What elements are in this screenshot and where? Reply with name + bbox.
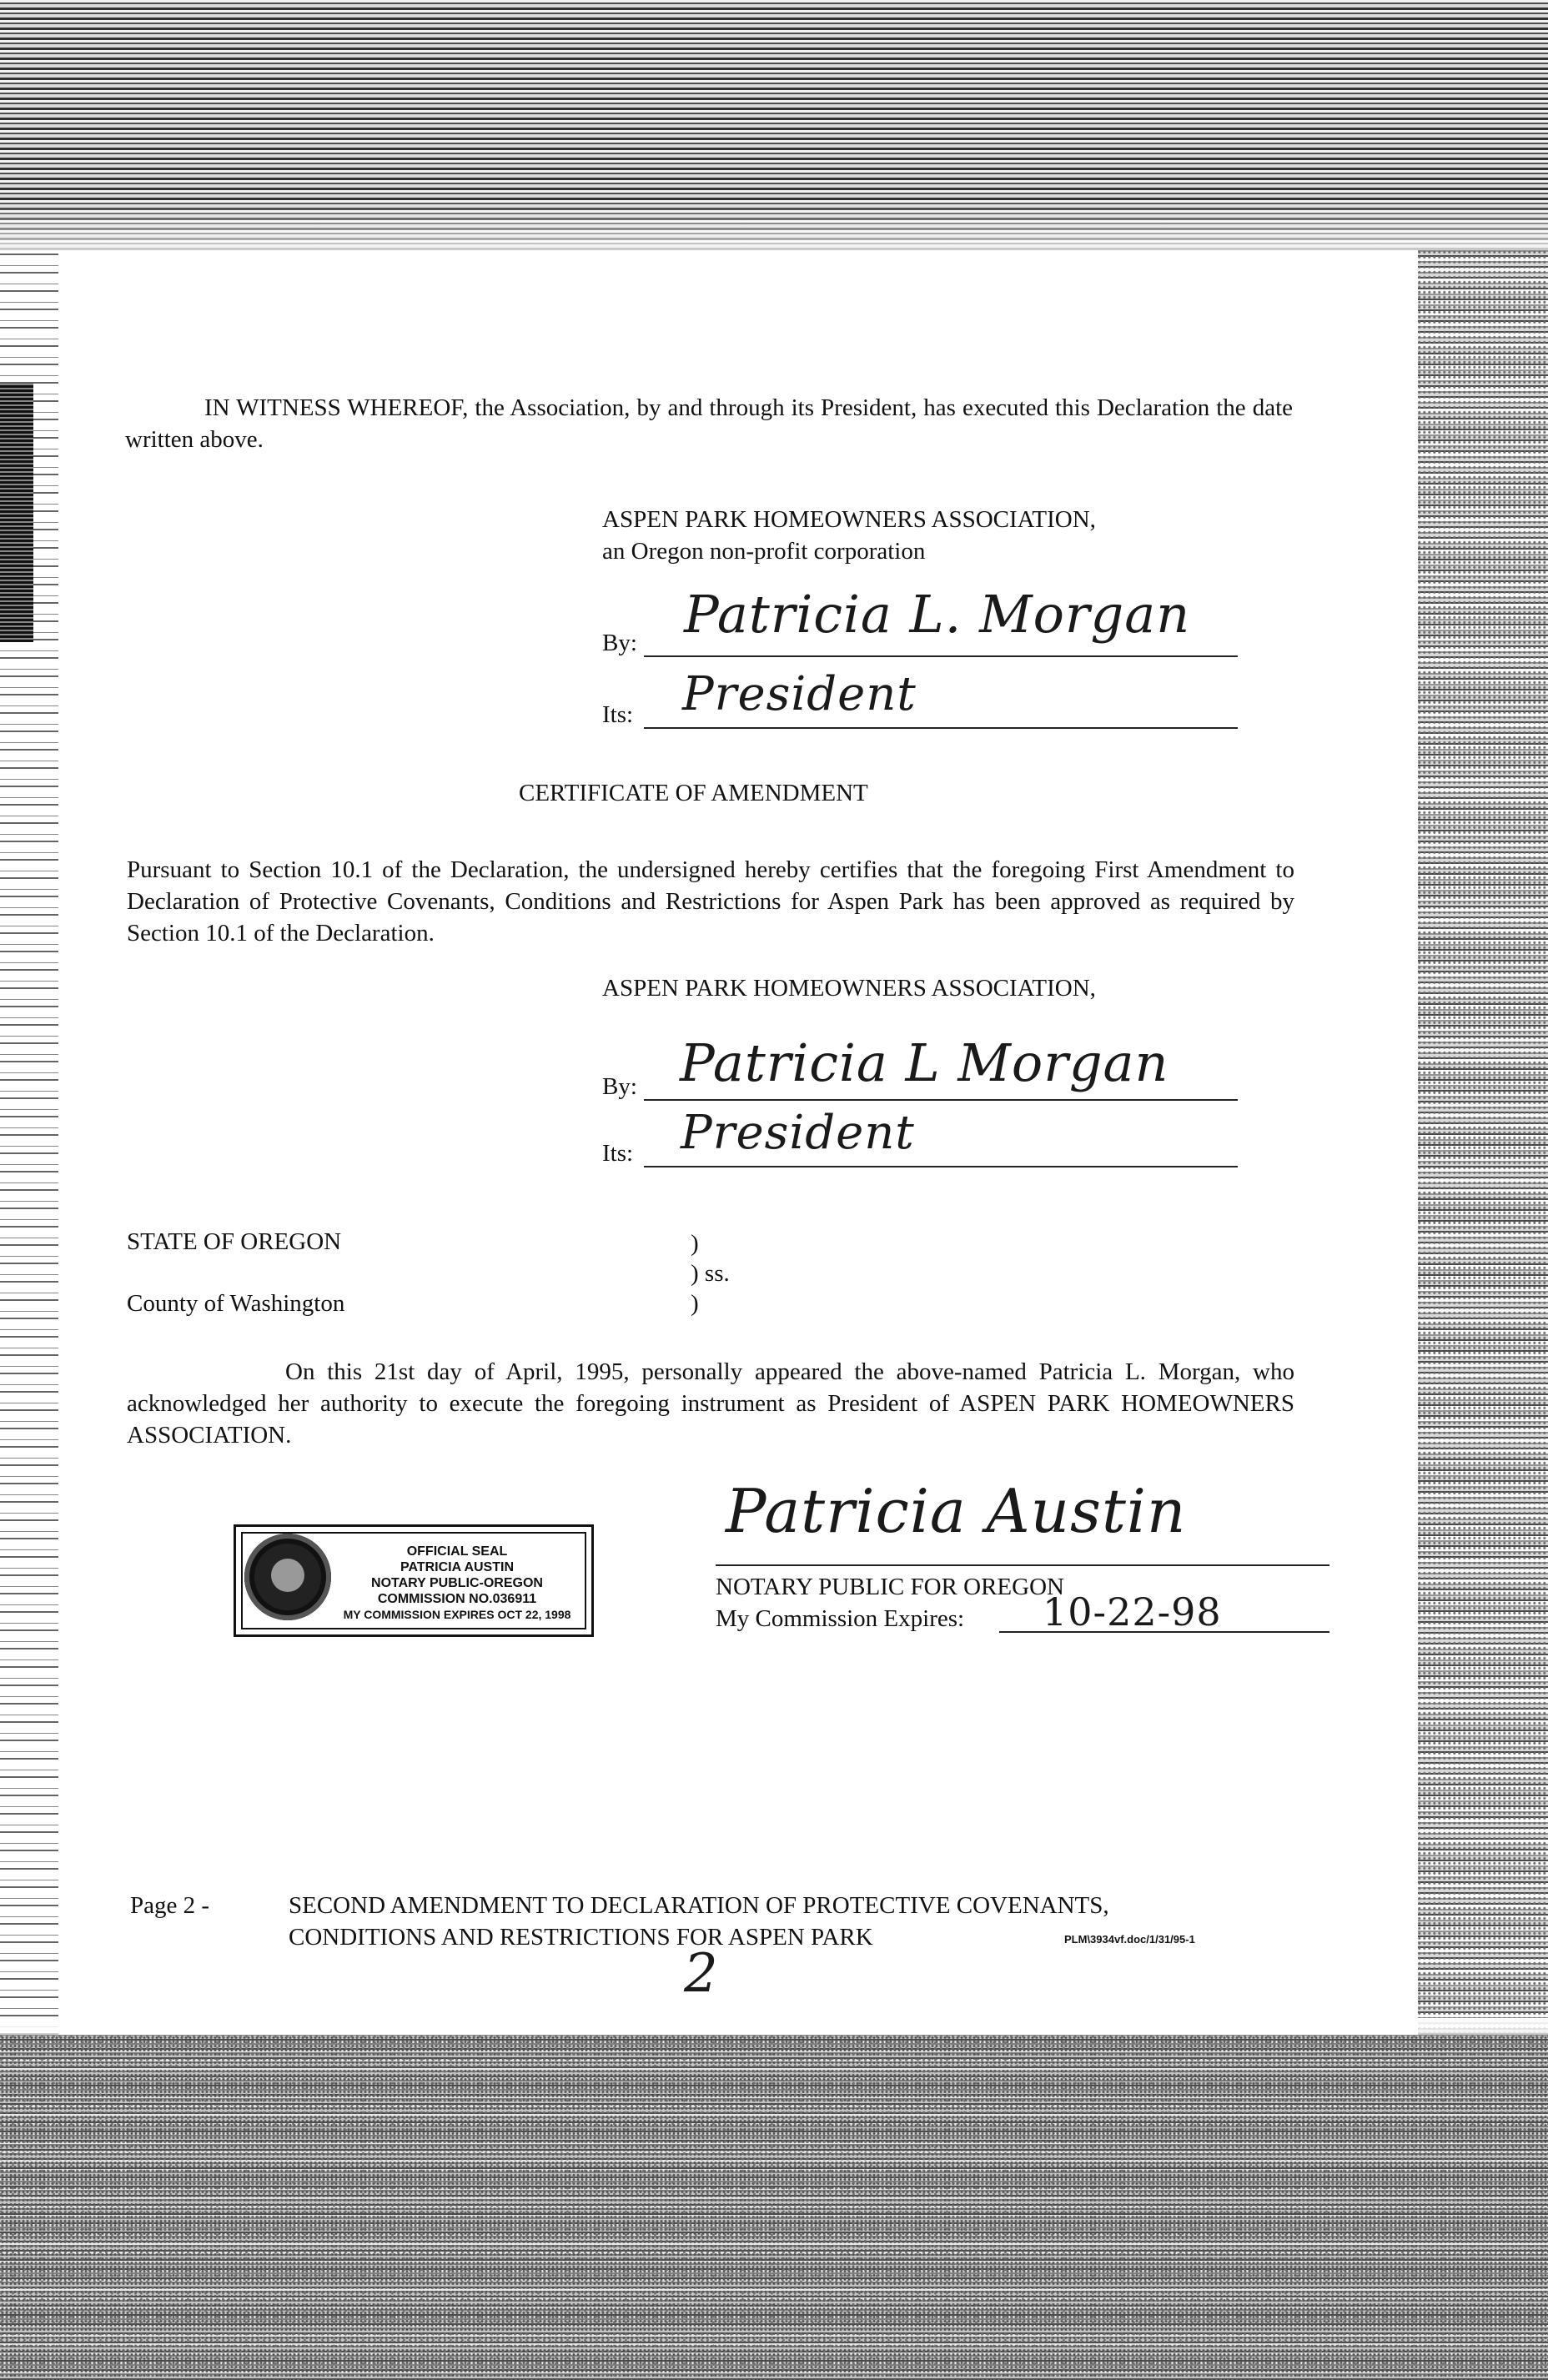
certificate-paragraph: Pursuant to Section 10.1 of the Declaration, the undersigned hereby certifies that the foregoing First Amendment to Declaration of Protective Covenants, Conditions and Restrictions for Aspen Park has been approved as required by Section 10.1 of the Declaration. (127, 856, 1294, 946)
oregon-seal-emblem (244, 1534, 331, 1620)
handwritten-page-number: 2 (684, 1943, 719, 2005)
witness-association-name: ASPEN PARK HOMEOWNERS ASSOCIATION, (602, 506, 1096, 533)
footer-title-line-1: SECOND AMENDMENT TO DECLARATION OF PROTECTIVE COVENANTS, (289, 1892, 1109, 1919)
certificate-its-signature: President (681, 1106, 915, 1160)
seal-line-3: NOTARY PUBLIC-OREGON (371, 1576, 543, 1590)
notary-signature-line (716, 1564, 1329, 1566)
venue-state: STATE OF OREGON (127, 1228, 342, 1255)
certificate-by-signature: Patricia L Morgan (680, 1032, 1169, 1093)
witness-its-signature: President (682, 667, 917, 721)
scan-noise-right (1418, 250, 1548, 2035)
notary-signature: Patricia Austin (726, 1476, 1187, 1546)
notary-expires-value: 10-22-98 (1043, 1589, 1222, 1634)
notary-expires-label: My Commission Expires: (716, 1605, 965, 1632)
seal-line-2: PATRICIA AUSTIN (400, 1560, 514, 1574)
certificate-heading: CERTIFICATE OF AMENDMENT (519, 780, 868, 806)
witness-association-description: an Oregon non-profit corporation (602, 538, 926, 565)
witness-by-line (644, 655, 1238, 657)
certificate-association-name: ASPEN PARK HOMEOWNERS ASSOCIATION, (602, 975, 1096, 1002)
certificate-its-line (644, 1166, 1238, 1167)
seal-line-4: COMMISSION NO.036911 (377, 1592, 537, 1606)
scan-noise-bottom (0, 2035, 1548, 2380)
seal-line-1: OFFICIAL SEAL (406, 1544, 508, 1559)
witness-paragraph: IN WITNESS WHEREOF, the Association, by and through its President, has executed this Declaration the date written above. (125, 394, 1293, 453)
document-page (75, 250, 1410, 2035)
venue-paren-ss: ) ss. (691, 1260, 730, 1287)
certificate-by-label: By: (602, 1073, 637, 1100)
witness-its-line (644, 727, 1238, 729)
venue-paren-1: ) (691, 1230, 699, 1257)
footer-page-label: Page 2 - (130, 1892, 210, 1919)
footer-document-reference: PLM\3934vf.doc/1/31/95-1 (1064, 1933, 1195, 1946)
footer-title-line-2: CONDITIONS AND RESTRICTIONS FOR ASPEN PARK (289, 1924, 873, 1951)
notary-public-label: NOTARY PUBLIC FOR OREGON (716, 1574, 1064, 1600)
notary-seal-stamp (234, 1524, 594, 1637)
witness-its-label: Its: (602, 701, 634, 728)
venue-county: County of Washington (127, 1290, 345, 1317)
venue-paren-3: ) (691, 1290, 699, 1317)
witness-by-label: By: (602, 630, 637, 656)
witness-by-signature: Patricia L. Morgan (684, 584, 1191, 645)
certificate-its-label: Its: (602, 1140, 634, 1167)
certificate-by-line (644, 1099, 1238, 1101)
notary-paragraph: On this 21st day of April, 1995, personally appeared the above-named Patricia L. Morgan, who acknowledged her authority to execute the foregoing instrument as President of ASPEN PARK HOMEOWNERS ASSOCIATION. (127, 1358, 1294, 1449)
scan-noise-left-block (0, 384, 33, 642)
seal-line-5: MY COMMISSION EXPIRES OCT 22, 1998 (343, 1608, 571, 1621)
